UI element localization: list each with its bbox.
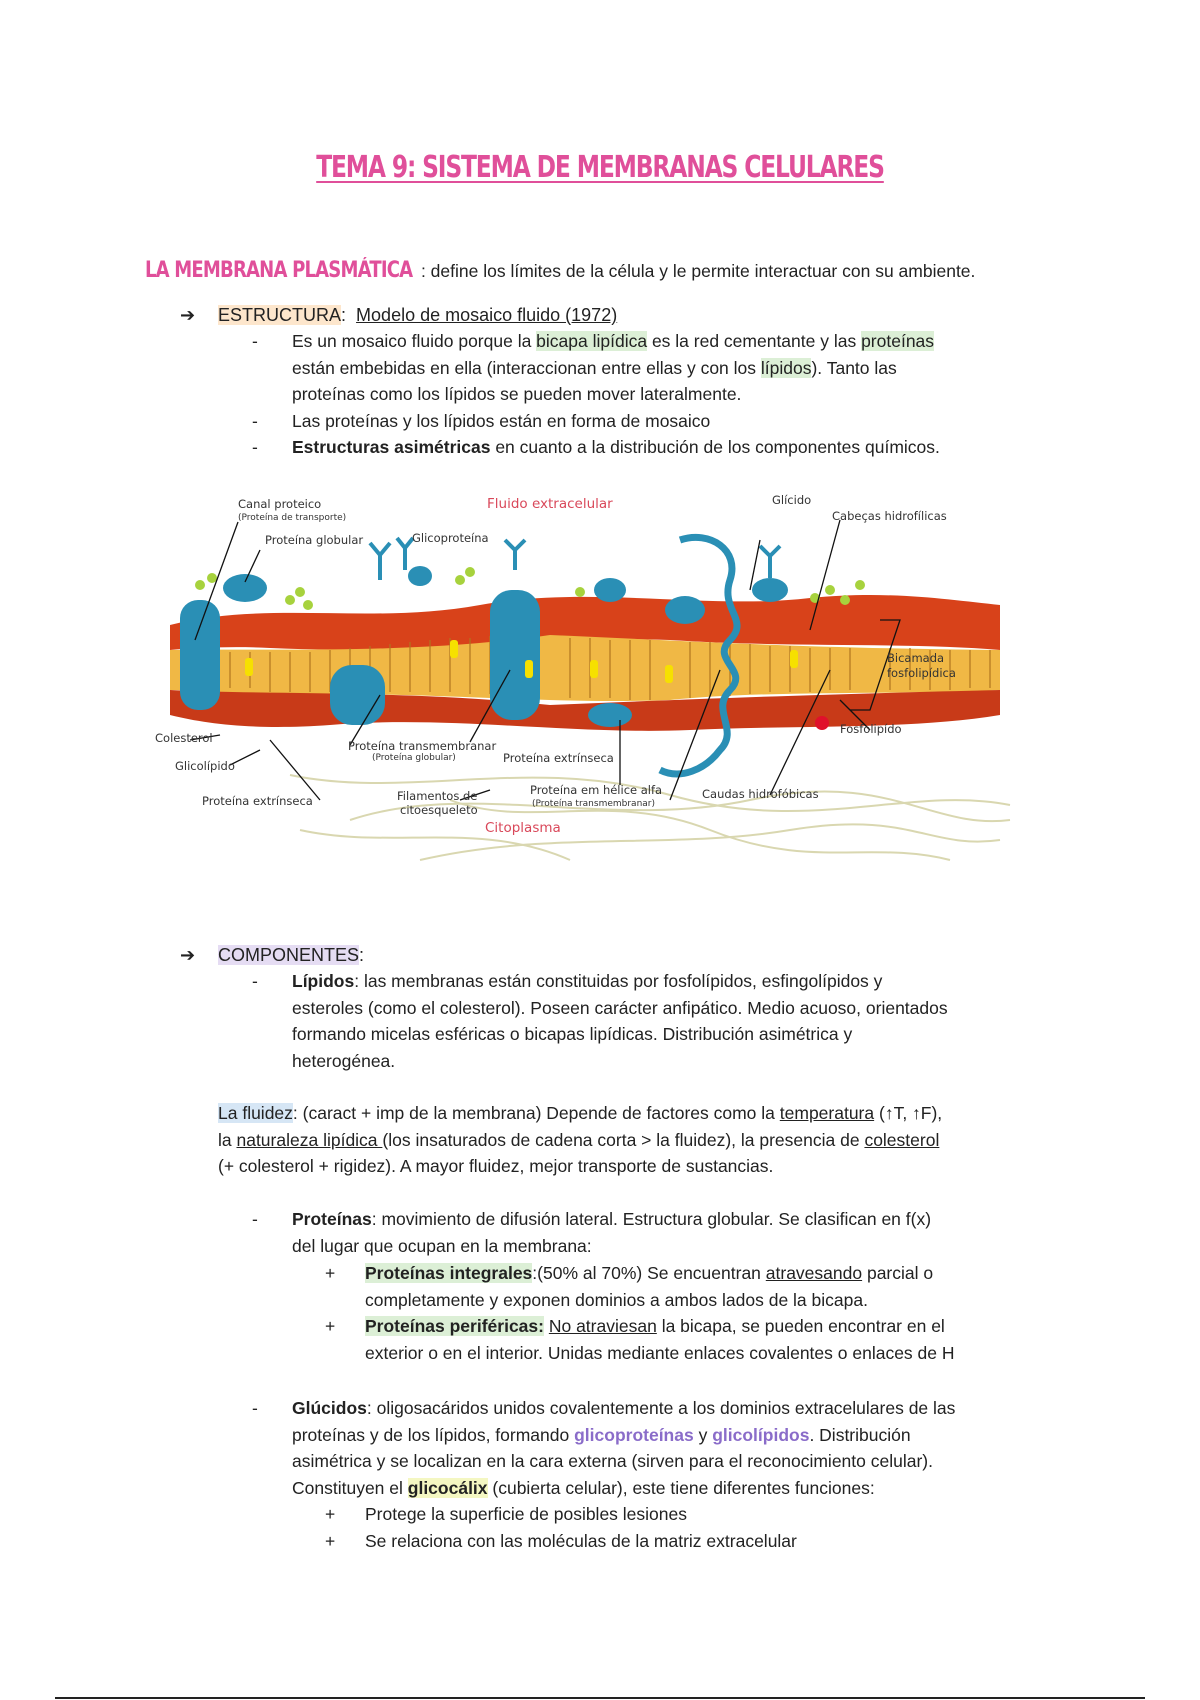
section-heading-membrana: LA MEMBRANA PLASMÁTICA [145,258,413,283]
label-canal-sub: (Proteína de transporte) [238,513,347,523]
list-item: - Glúcidos: oligosacáridos unidos covalentemente a los dominios extracelulares de las proteínas y de los lípidos, formando glicoproteínas y glicolípidos. Distribución asimétrica y se localizan en la cara externa (sirven para el reconocimiento celular). Constituyen el glicocálix (cubierta celular), este tiene diferentes funciones: [252,1398,956,1498]
phospholipid-head [815,716,829,730]
estructura-list [252,328,1072,461]
label-colesterol: Colesterol [155,731,213,745]
arrow-icon: ➔ [180,305,196,325]
list-item: - Estructuras asimétricas en cuanto a la distribución de los componentes químicos. [252,437,940,457]
page-title: TEMA 9: SISTEMA DE MEMBRANAS CELULARES [316,150,884,185]
label-filamentos-1: Filamentos de [397,789,478,803]
proteinas-sublist [325,1260,1105,1366]
globular-protein [223,574,267,602]
list-item: + Proteínas integrales:(50% al 70%) Se encuentran atravesando parcial o completamente y exponen dominios a ambos lados de la bicapa. [325,1263,934,1310]
list-item: - Proteínas: movimiento de difusión lateral. Estructura globular. Se clasifican en f(x) del lugar que ocupan en la membrana: [252,1209,932,1256]
estructura-model: Modelo de mosaico fluido (1972) [356,305,618,325]
label-fluido-extracelular: Fluido extracelular [487,496,613,512]
label-proteina-extrinseca-b: Proteína extrínseca [202,794,313,808]
componentes-heading: ➔ COMPONENTES: [180,942,364,968]
intro-line [145,258,1065,283]
channel-protein [180,600,220,710]
membrane-diagram [150,493,1050,910]
arrow-icon: ➔ [180,945,196,965]
label-proteina-trans-sub: (Proteína globular) [372,753,456,763]
label-fosfolipido: Fosfolipído [840,722,902,736]
label-proteina-trans: Proteína transmembranar [348,739,497,753]
fluidez-paragraph: La fluidez: (caract + imp de la membrana) Depende de factores como la temperatura (↑T, ↑F), la naturaleza lipídica (los insaturados de cadena corta > la fluidez), la presencia de colesterol (+ colesterol + rigidez). A mayor fluidez, mejor transporte de sustancias. [218,1103,943,1176]
label-proteina-extrinseca-a: Proteína extrínseca [503,751,614,765]
label-glicoproteina: Glicoproteína [412,531,489,545]
label-glicido: Glícido [772,493,812,507]
list-item: + Proteínas periféricas: No atraviesan la bicapa, se pueden encontrar en el exterior o en el interior. Unidas mediante enlaces covalentes o enlaces de H [325,1316,955,1363]
label-citoplasma: Citoplasma [485,820,561,836]
list-item: - Las proteínas y los lípidos están en forma de mosaico [252,410,711,431]
label-proteina-globular: Proteína globular [265,533,364,547]
label-caudas: Caudas hidrofóbicas [702,787,819,801]
list-item: + Se relaciona con las moléculas de la matriz extracelular [325,1530,797,1551]
lipidos-item [252,968,1092,1074]
estructura-heading: ➔ ESTRUCTURA: Modelo de mosaico fluido (1972) [180,302,617,328]
page-bottom-rule [55,1697,1145,1699]
label-glicolipido: Glicolípido [175,759,235,773]
label-cabecas: Cabeças hidrofílicas [832,509,947,523]
label-filamentos-2: citoesqueleto [400,803,478,817]
intro-text: : define los límites de la célula y le permite interactuar con su ambiente. [420,261,976,281]
label-canal-proteico: Canal proteico [238,497,322,511]
transmembrane-protein-large [490,590,540,720]
glucidos-item [252,1395,1112,1501]
transmembrane-protein [330,665,385,725]
label-bicamada-1: Bicamada [887,651,945,665]
label-bicamada-2: fosfolipídica [887,666,956,680]
list-item: + Protege la superficie de posibles lesiones [325,1504,687,1524]
proteinas-item [252,1206,1092,1259]
glicocalix-functions [325,1501,1105,1554]
list-item: - Lípidos: las membranas están constituidas por fosfolípidos, esfingolípidos y esteroles (como el colesterol). Poseen carácter anfipático. Medio acuoso, orientados formando micelas esféricas o bicapas lipídicas. Distribución asimétrica y heterogénea. [252,971,948,1071]
label-helice-sub: (Proteína transmembranar) [532,799,656,809]
extrinsic-protein [588,703,632,727]
label-helice: Proteína em hélice alfa [530,783,663,797]
list-item: - Es un mosaico fluido porque la bicapa lipídica es la red cementante y las proteínas están embebidas en ella (interaccionan entre ellas y con los lípidos). Tanto las proteínas como los lípidos se pueden mover lateralmente. [252,331,935,404]
